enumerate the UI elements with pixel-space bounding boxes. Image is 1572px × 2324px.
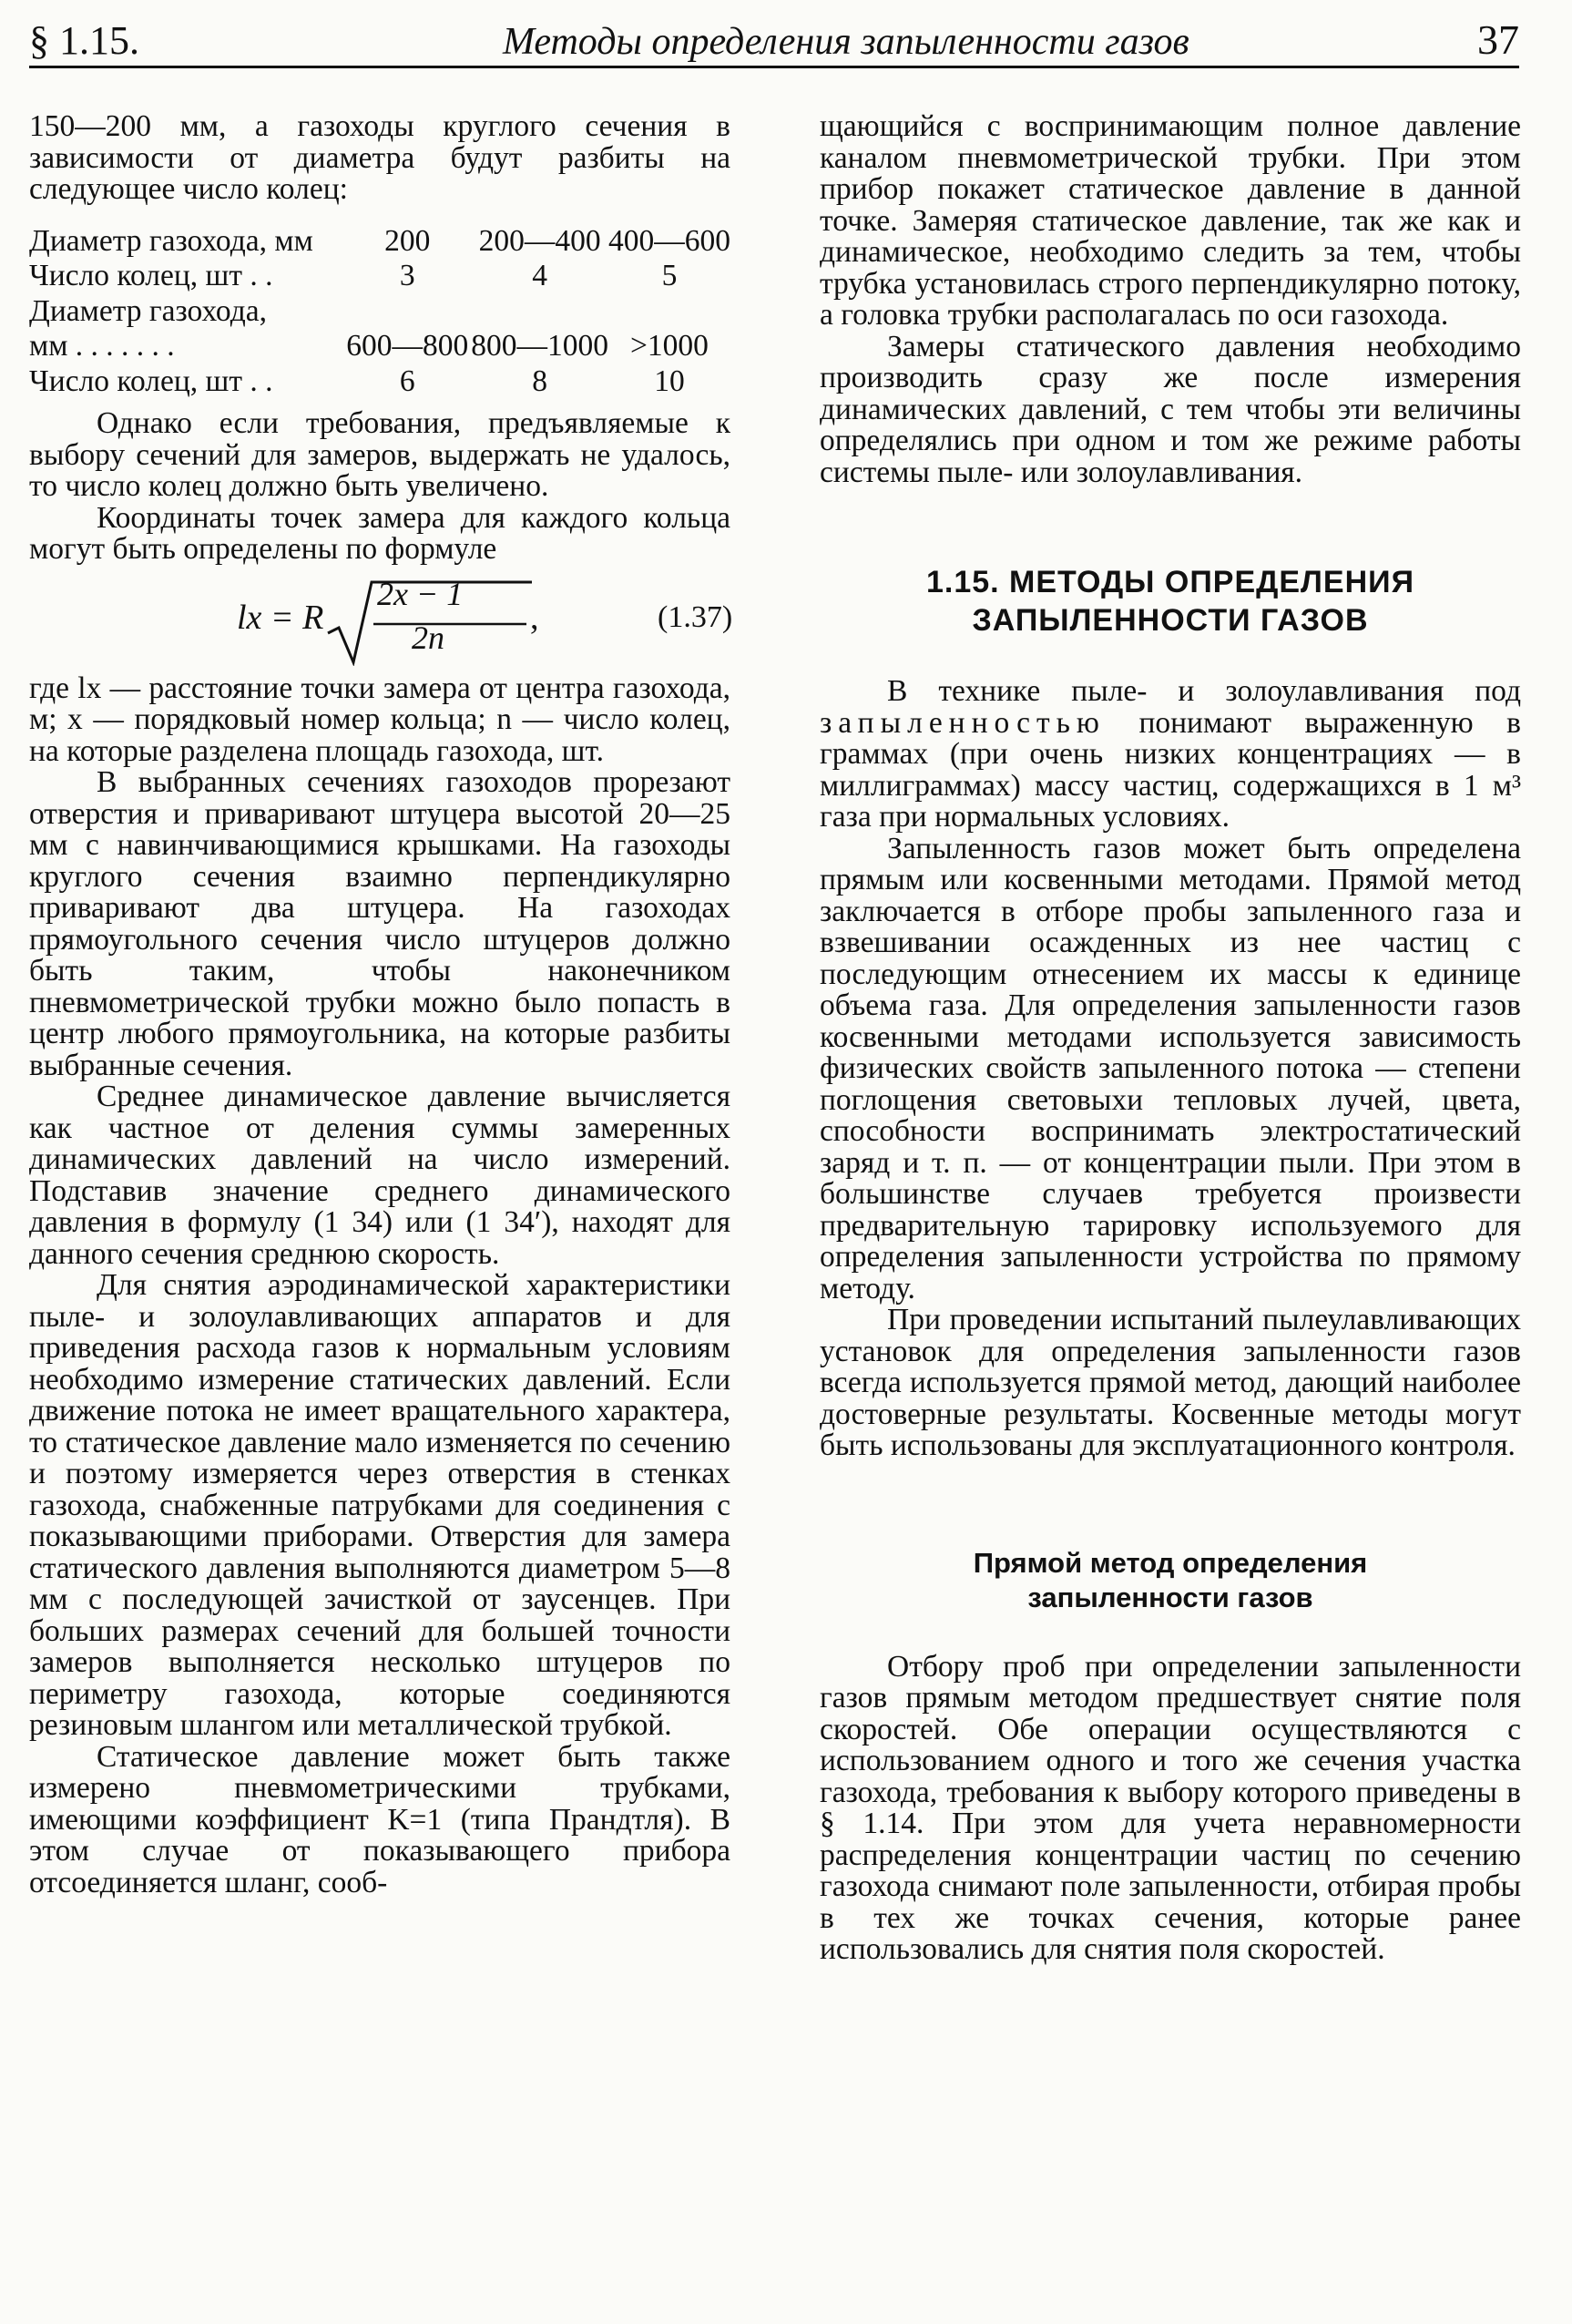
- table-row: [29, 259, 730, 294]
- table-cell: 8: [532, 363, 547, 398]
- table-cell: 6: [399, 363, 415, 398]
- paragraph: Среднее динамическое давление вычисляется как частное от деления суммы замеренных динамических давлений на число измерений. Подставив значение среднего динамического давления в формулу (1 34) или (1 34′), находят для данного сечения среднюю скорость.: [29, 1080, 730, 1271]
- table-cell: Число колец, шт . .: [29, 363, 273, 398]
- left-column: [29, 109, 733, 1899]
- formula-comma: ,: [530, 598, 539, 637]
- paragraph: щающийся с воспринимающим полное давление каналом пневмометрической трубки. При этом прибор покажет статическое давление в данной точке. Замеряя статическое давление, так же как и динамическое, необходимо следить за тем, чтобы трубка установилась строго перпендикулярно потоку, а головка трубки располагалась по оси газохода.: [820, 109, 1521, 332]
- subsection-heading-line: запыленности газов: [1027, 1581, 1313, 1613]
- table-row: [29, 364, 730, 400]
- table-cell: Число колец, шт . .: [29, 259, 273, 292]
- page-number: 37: [1477, 16, 1519, 63]
- table-cell: 200: [384, 223, 431, 258]
- paragraph-text: понимают выраженную в граммах (при очень низких концентрациях — в миллиграммах) массу частиц, содержащихся в 1 м³ газа при нормальных условиях.: [820, 705, 1521, 834]
- paragraph: При проведении испытаний пылеулавливающих установок для определения запыленности газов всегда используется прямой метод, дающий наиболее достоверные результаты. Косвенные методы могут быть использованы для эксплуатационного контроля.: [820, 1303, 1521, 1462]
- header-section-number: § 1.15.: [29, 18, 139, 63]
- paragraph-text: В технике пыле- и золоулавливания под: [887, 674, 1521, 708]
- table-cell: мм . . . . . . .: [29, 329, 175, 363]
- table-cell: 600—800: [346, 329, 469, 363]
- paragraph: Для снятия аэродинамической характеристики пыле- и золоулавливающих аппаратов и для приведения расхода газов к нормальным условиям необходимо измерение статических давлений. Если движение потока не имеет вращательного характера, то статическое давление мало изменяется по сечению и поэтому измеряется через отверстия в стенках газохода, снабженные патрубками для соединения с показывающими приборами. Отверстия для замера статического давления выполняются диаметром 5—8 мм с последующей зачисткой от заусенцев. При больших размерах сечений для большей точности замеров выполняется несколько штуцеров по периметру газохода, которые соединяются резиновым шлангом или металлической трубкой.: [29, 1268, 730, 1742]
- table-cell: 5: [661, 259, 678, 292]
- ring-count-table: [29, 224, 730, 400]
- formula-denominator: 2n: [412, 619, 444, 656]
- table-cell: Диаметр газохода, мм: [29, 223, 313, 258]
- section-heading-line: ЗАПЫЛЕННОСТИ ГАЗОВ: [972, 603, 1369, 638]
- paragraph: Замеры статического давления необходимо производить сразу же после измерения динамических давлений, с тем чтобы эти величины определялись при одном и том же режиме работы системы пыле- или золоулавливания.: [820, 329, 1521, 489]
- subsection-heading-line: Прямой метод определения: [973, 1546, 1368, 1579]
- table-row: [29, 329, 730, 364]
- table-cell: 3: [399, 259, 415, 292]
- emphasized-term: запыленностью: [820, 705, 1106, 740]
- subsection-heading: [820, 1546, 1521, 1615]
- section-heading-line: 1.15. МЕТОДЫ ОПРЕДЕЛЕНИЯ: [925, 565, 1415, 599]
- table-cell: 4: [532, 259, 547, 292]
- section-heading: [820, 563, 1521, 640]
- table-row: [29, 224, 730, 260]
- right-column: [820, 111, 1521, 1966]
- table-cell: 10: [654, 363, 685, 398]
- paragraph: Статическое давление может быть также измерено пневмометрическими трубками, имеющими коэффициент K=1 (типа Прандтля). В этом случае от показывающего прибора отсоединяется шланг, сооб-: [29, 1739, 730, 1899]
- paragraph: Запыленность газов может быть определена прямым или косвенными методами. Прямой метод заключается в отборе пробы запыленного газа и взвешивании осажденных из нее частиц с последующим отнесением их массы к единице объема газа. Для определения запыленности газов косвенными методами используется зависимость физических свойств запыленного потока — степени поглощения световыхи тепловых лучей, цвета, способности воспринимать электростатический заряд и т. п. — от концентрации пыли. При этом в большинстве случаев требуется произвести предварительную тарировку используемого для определения запыленности устройства по прямому методу.: [820, 831, 1521, 1305]
- paragraph: Координаты точек замера для каждого кольца могут быть определены по формуле: [29, 500, 730, 566]
- paragraph: [820, 676, 1521, 834]
- paragraph: Отбору проб при определении запыленности газов прямым методом предшествует снятие поля скоростей. Обе операции осуществляются с использованием одного и того же сечения участка газохода, требования к выбору которого приведены в § 1.14. При этом для учета неравномерности распределения концентрации частиц по сечению газохода снимают поле запыленности, отбирая пробы в тех же точках сечения, которые ранее использовались для снятия поля скоростей.: [820, 1649, 1521, 1966]
- table-cell: 800—1000: [471, 329, 608, 363]
- table-cell: Диаметр газохода,: [29, 293, 267, 328]
- table-cell: 200—400: [478, 223, 601, 258]
- header-title: Методы определения запыленности газов: [503, 21, 1189, 63]
- paragraph: Однако если требования, предъявляемые к выбору сечений для замеров, выдержать не удалось, то число колец должно быть увеличено.: [29, 406, 730, 503]
- table-row: [29, 294, 730, 330]
- formula-1-37: [29, 575, 733, 666]
- paragraph: В выбранных сечениях газоходов прорезают отверстия и приваривают штуцера высотой 20—25 мм с навинчивающимися крышками. На газоходы круглого сечения взаимно перпендикулярно приваривают два штуцера. На газоходах прямоугольного сечения число штуцеров должно быть таким, чтобы наконечником пневмометрической трубки можно было попасть в центр любого прямоугольника, на которые разбиты выбранные сечения.: [29, 765, 730, 1082]
- paragraph: где lx — расстояние точки замера от центра газохода, м; x — порядковый номер кольца; n — число колец, на которые разделена площадь газохода, шт.: [29, 671, 730, 768]
- running-header: [29, 7, 1519, 68]
- paragraph: 150—200 мм, а газоходы круглого сечения в зависимости от диаметра будут разбиты на следующее число колец:: [29, 109, 730, 206]
- table-cell: 400—600: [607, 223, 730, 258]
- formula-numerator: 2x − 1: [377, 575, 464, 612]
- formula-lhs: lx = R: [237, 598, 324, 637]
- equation-number: (1.37): [658, 599, 733, 634]
- table-cell: >1000: [630, 329, 709, 363]
